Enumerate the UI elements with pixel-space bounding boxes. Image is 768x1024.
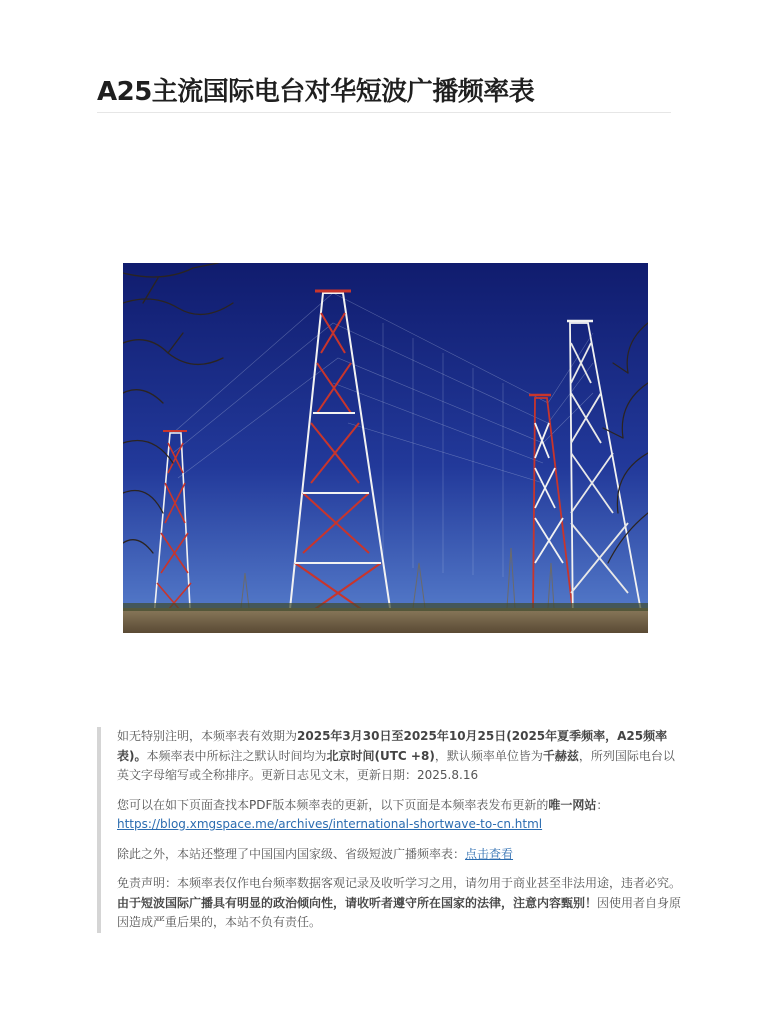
validity-date-range: 2025年3月30日至2025年10月25日(2025年夏季频率，A25频率表)。 <box>117 729 668 763</box>
pdf-update-text: 您可以在如下页面查找本PDF版本频率表的更新，以下页面是本频率表发布更新的 <box>117 797 549 812</box>
disclaimer-text: 免责声明：本频率表仅作电台频率数据客观记录及收听学习之用，请勿用于商业甚至非法用途，违者必究。 <box>117 876 682 890</box>
unit-khz-label: 千赫兹 <box>542 748 579 763</box>
pdf-update-paragraph <box>117 796 683 835</box>
domestic-table-text: 除此之外，本站还整理了中国国内国家级、省级短波广播频率表： <box>117 846 466 861</box>
validity-text: 如无特别注明，本频率表有效期为 <box>117 729 298 743</box>
notice-block <box>97 727 683 933</box>
disclaimer-paragraph <box>117 874 683 933</box>
only-site-label: 唯一网站 <box>548 797 597 812</box>
disclaimer-warning: 由于短波国际广播具有明显的政治倾向性，请收听者遵守所在国家的法律，注意内容甄别！ <box>117 895 598 910</box>
disclaimer-liability-text: 因使用者自身原因造成严重后果的，本站不负有责任。 <box>117 895 682 929</box>
view-domestic-link[interactable]: 点击查看 <box>465 846 514 861</box>
sort-text: ，所列国际电台以英文字母缩写或全称排序。 <box>117 748 675 782</box>
colon-text: ： <box>596 797 609 812</box>
source-url-link[interactable]: https://blog.xmgspace.me/archives/international-shortwave-to-cn.html <box>117 817 543 831</box>
default-time-text: 本频率表中所标注之默认时间均为 <box>146 748 327 763</box>
page-title: A25主流国际电台对华短波广播频率表 <box>97 74 671 113</box>
antenna-towers-illustration <box>123 263 648 633</box>
antenna-towers-photo <box>123 263 648 633</box>
domestic-table-paragraph <box>117 845 683 865</box>
unit-text: ，默认频率单位皆为 <box>434 748 543 763</box>
beijing-time-label: 北京时间(UTC +8) <box>326 748 435 763</box>
validity-paragraph <box>117 727 683 786</box>
update-date-text: 更新日志见文末，更新日期：2025.8.16 <box>261 768 479 782</box>
